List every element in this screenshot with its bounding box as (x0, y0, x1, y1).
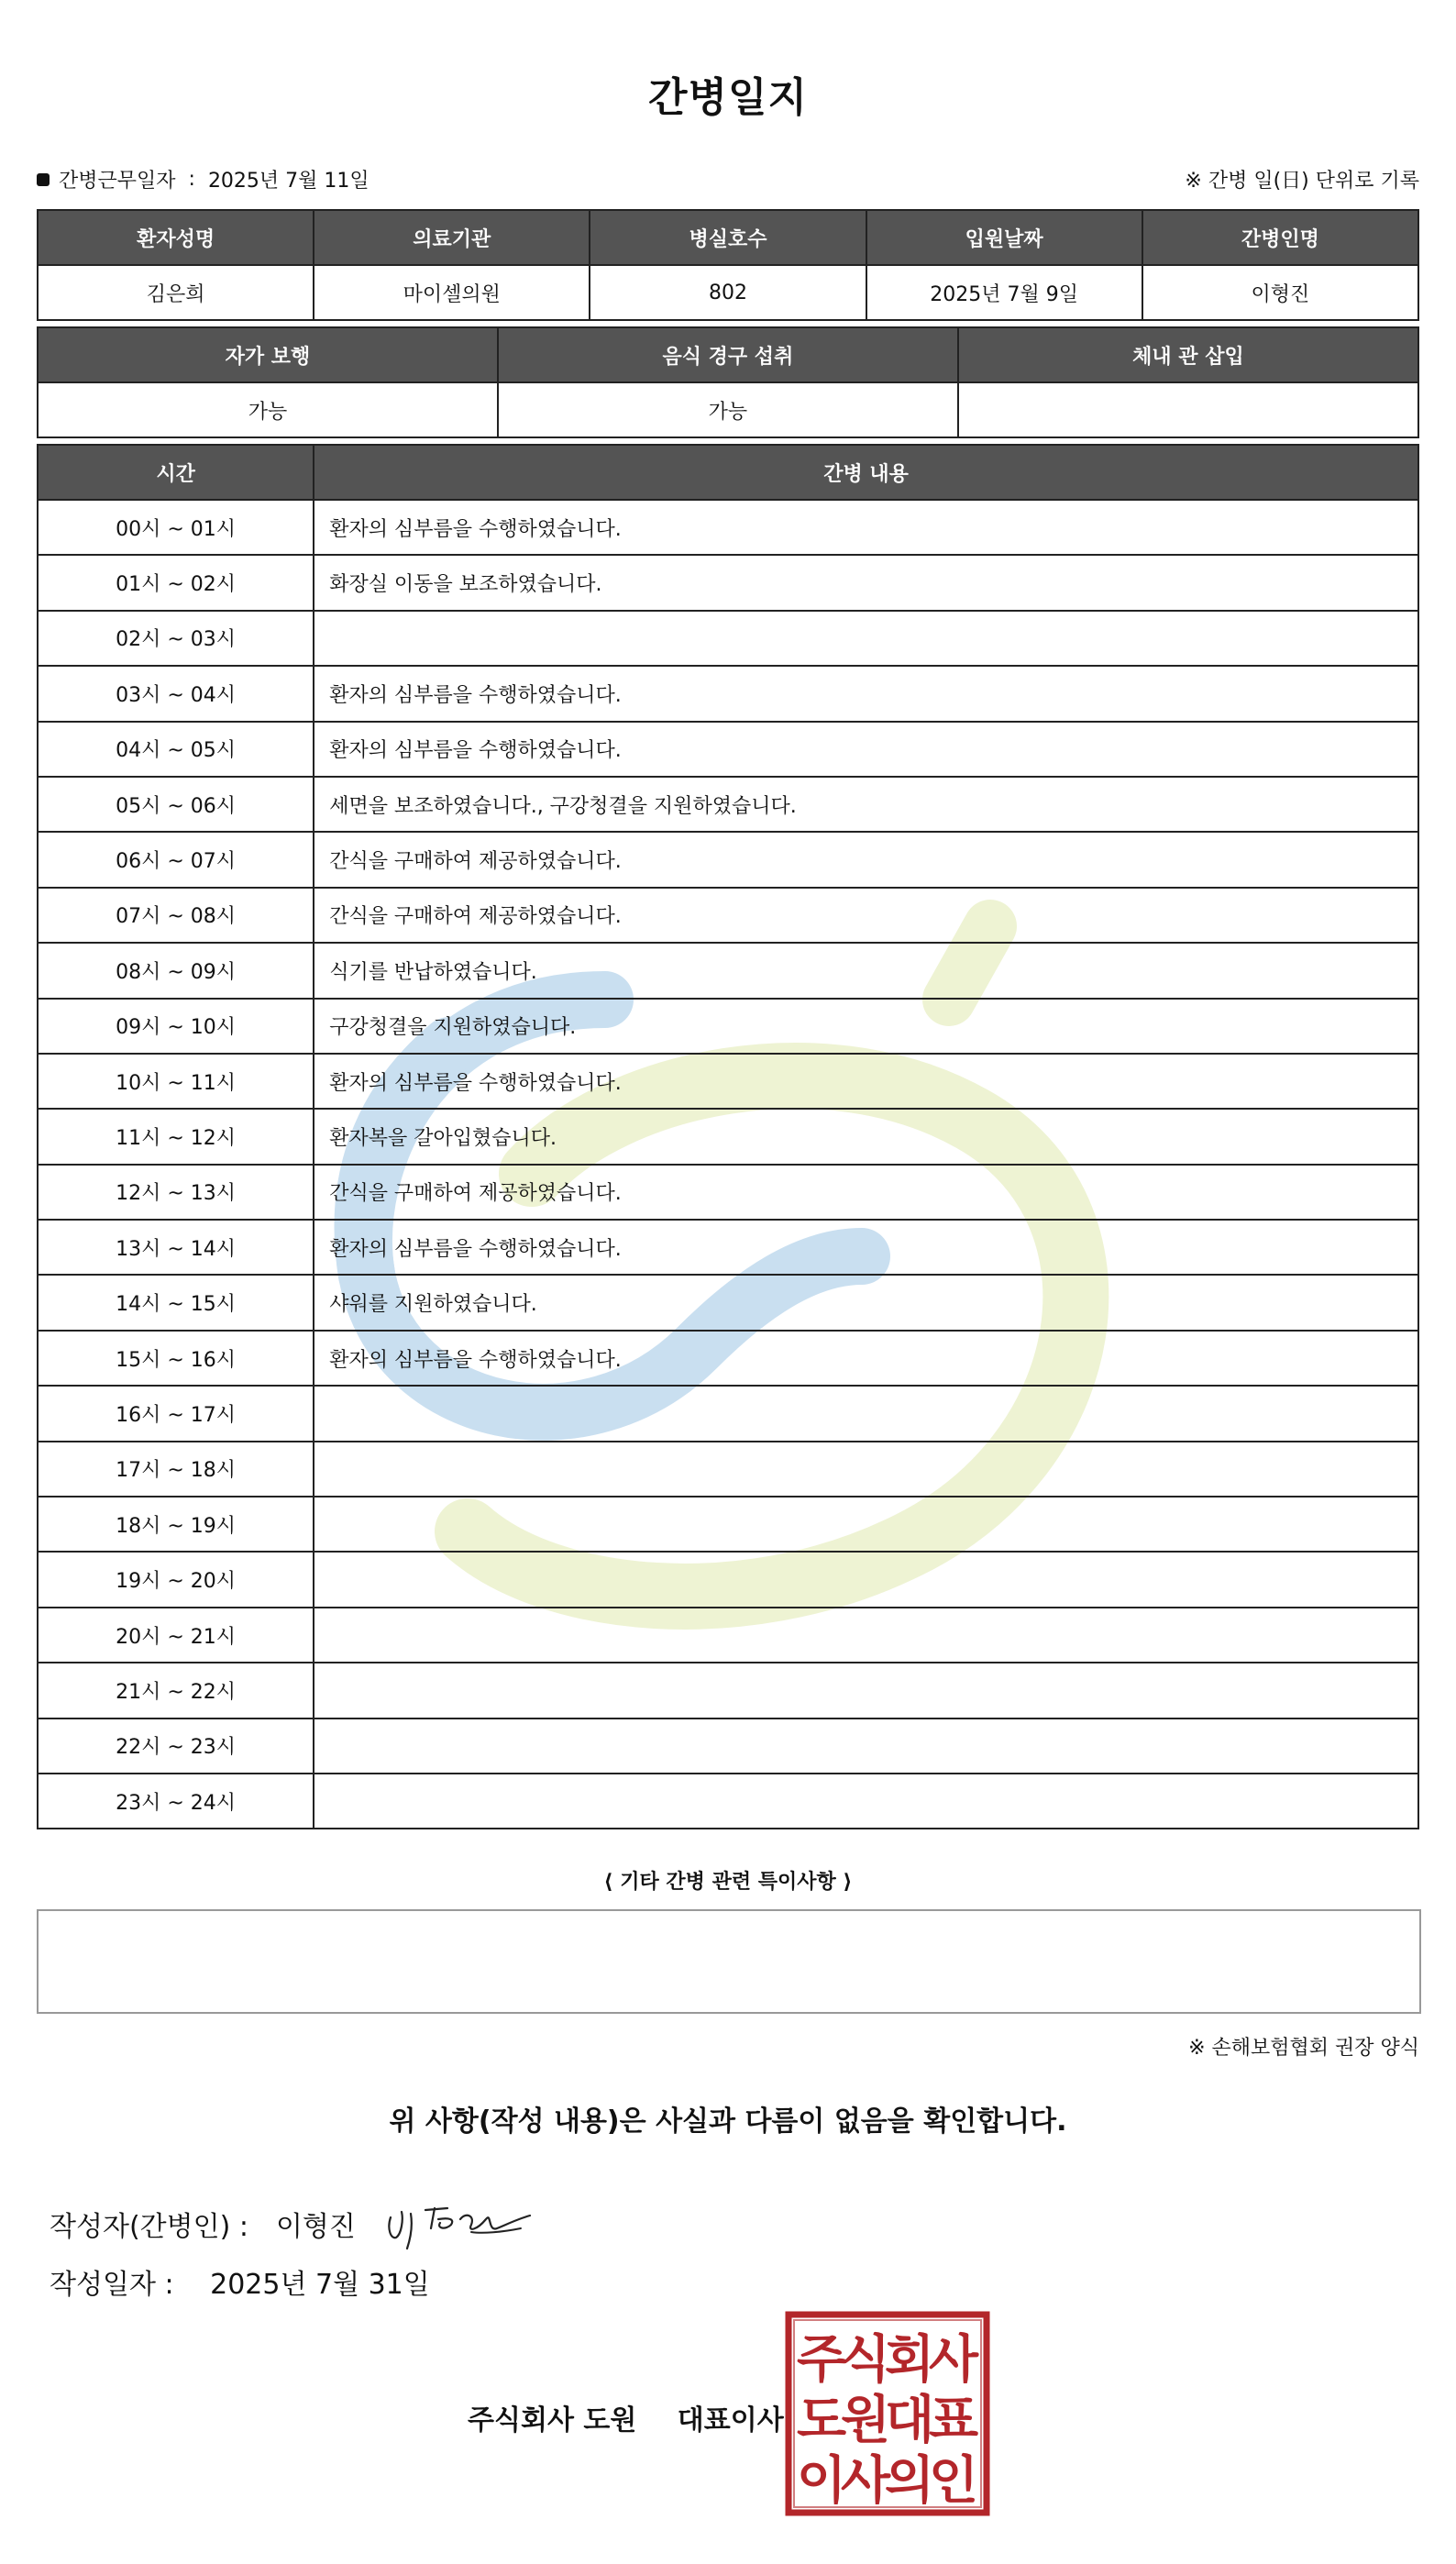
header-self-walking: 자가 보행 (38, 327, 498, 382)
svg-text:표: 표 (928, 2391, 979, 2450)
written-date-row (50, 2261, 430, 2302)
svg-text:원: 원 (840, 2391, 891, 2450)
care-content-cell (314, 1719, 1418, 1774)
table-row (38, 722, 1418, 777)
confirmation-statement: 위 사항(작성 내용)은 사실과 다름이 없음을 확인합니다. (389, 2105, 1067, 2138)
table-row (38, 999, 1418, 1054)
time-slot-cell: 11시 ~ 12시 (38, 1109, 314, 1164)
time-slot-cell: 23시 ~ 24시 (38, 1774, 314, 1829)
table-row (38, 1275, 1418, 1330)
care-content-cell: 환자의 심부름을 수행하였습니다. (314, 500, 1418, 555)
form-source-note: ※ 손해보험협회 권장 양식 (1188, 2037, 1419, 2060)
header-admission-date: 입원날짜 (866, 210, 1142, 265)
care-content-cell: 환자의 심부름을 수행하였습니다. (314, 722, 1418, 777)
table-row (38, 1442, 1418, 1497)
time-slot-cell: 13시 ~ 14시 (38, 1220, 314, 1275)
header-care-content: 간병 내용 (314, 445, 1418, 500)
table-row (38, 1331, 1418, 1386)
time-slot-cell: 04시 ~ 05시 (38, 722, 314, 777)
company-name: 주식회사 도원 (468, 2404, 637, 2437)
care-content-cell: 환자의 심부름을 수행하였습니다. (314, 666, 1418, 721)
table-row (38, 1497, 1418, 1552)
care-content-cell: 간식을 구매하여 제공하였습니다. (314, 832, 1418, 887)
table-row (38, 777, 1418, 832)
time-slot-cell: 10시 ~ 11시 (38, 1054, 314, 1109)
care-log-table (37, 444, 1419, 1829)
table-row (38, 943, 1418, 998)
patient-name: 김은희 (38, 265, 314, 320)
caregiver-name: 이형진 (1142, 265, 1418, 320)
header-time: 시간 (38, 445, 314, 500)
care-content-cell: 환자복을 갈아입혔습니다. (314, 1109, 1418, 1164)
svg-text:인: 인 (928, 2451, 979, 2511)
table-row (38, 1054, 1418, 1109)
svg-text:이: 이 (796, 2451, 847, 2511)
time-slot-cell: 08시 ~ 09시 (38, 943, 314, 998)
care-content-cell (314, 1663, 1418, 1718)
table-row (38, 1386, 1418, 1441)
svg-text:도: 도 (796, 2391, 847, 2450)
table-row (38, 666, 1418, 721)
time-slot-cell: 16시 ~ 17시 (38, 1386, 314, 1441)
time-slot-cell: 06시 ~ 07시 (38, 832, 314, 887)
care-log-header-row (38, 445, 1418, 500)
table-row (38, 1719, 1418, 1774)
care-content-cell: 화장실 이동을 보조하였습니다. (314, 555, 1418, 610)
table-row (38, 1165, 1418, 1220)
care-content-cell (314, 1608, 1418, 1663)
table-row (38, 500, 1418, 555)
work-date-value: 2025년 7월 11일 (207, 170, 370, 193)
time-slot-cell: 12시 ~ 13시 (38, 1165, 314, 1220)
header-patient-name: 환자성명 (38, 210, 314, 265)
time-slot-cell: 05시 ~ 06시 (38, 777, 314, 832)
care-content-cell (314, 611, 1418, 666)
square-bullet-icon (37, 173, 50, 186)
care-content-cell: 환자의 심부름을 수행하였습니다. (314, 1331, 1418, 1386)
table-row (38, 1220, 1418, 1275)
time-slot-cell: 19시 ~ 20시 (38, 1552, 314, 1607)
oral-intake-value: 가능 (498, 382, 958, 437)
time-slot-cell: 14시 ~ 15시 (38, 1275, 314, 1330)
table-row (38, 1552, 1418, 1607)
company-seal-stamp (785, 2311, 990, 2516)
care-content-cell: 환자의 심부름을 수행하였습니다. (314, 1054, 1418, 1109)
written-date-value: 2025년 7월 31일 (210, 2269, 430, 2301)
table-row (38, 1608, 1418, 1663)
writer-name: 이형진 (275, 2211, 356, 2243)
writer-label: 작성자(간병인) : (50, 2211, 248, 2243)
time-slot-cell: 09시 ~ 10시 (38, 999, 314, 1054)
page-title: 간병일지 (647, 74, 808, 121)
header-room-number: 병실호수 (590, 210, 866, 265)
time-slot-cell: 03시 ~ 04시 (38, 666, 314, 721)
table-row (38, 555, 1418, 610)
table-row (38, 1663, 1418, 1718)
header-caregiver-name: 간병인명 (1142, 210, 1418, 265)
time-slot-cell: 00시 ~ 01시 (38, 500, 314, 555)
table-row (38, 888, 1418, 943)
patient-status-table (37, 326, 1419, 438)
patient-info-value-row (38, 265, 1418, 320)
care-content-cell: 환자의 심부름을 수행하였습니다. (314, 1220, 1418, 1275)
work-date-label: 간병근무일자 (59, 170, 176, 193)
admission-date: 2025년 7월 9일 (866, 265, 1142, 320)
care-content-cell: 샤워를 지원하였습니다. (314, 1275, 1418, 1330)
representative-title: 대표이사 (677, 2404, 784, 2437)
svg-text:사: 사 (928, 2330, 979, 2390)
work-date-separator: : (188, 168, 195, 191)
meta-row (37, 165, 1419, 198)
care-content-cell: 세면을 보조하였습니다., 구강청결을 지원하였습니다. (314, 777, 1418, 832)
work-date (37, 165, 370, 193)
header-oral-intake: 음식 경구 섭취 (498, 327, 958, 382)
care-content-cell (314, 1386, 1418, 1441)
care-content-cell: 간식을 구매하여 제공하였습니다. (314, 1165, 1418, 1220)
svg-text:의: 의 (884, 2451, 935, 2511)
svg-text:대: 대 (884, 2391, 935, 2450)
care-content-cell: 간식을 구매하여 제공하였습니다. (314, 888, 1418, 943)
patient-info-table (37, 209, 1419, 321)
patient-status-value-row (38, 382, 1418, 437)
care-content-cell (314, 1552, 1418, 1607)
remarks-box (37, 1909, 1421, 2014)
table-row (38, 832, 1418, 887)
tube-insertion-value (958, 382, 1418, 437)
time-slot-cell: 01시 ~ 02시 (38, 555, 314, 610)
care-content-cell (314, 1774, 1418, 1829)
time-slot-cell: 02시 ~ 03시 (38, 611, 314, 666)
svg-text:주: 주 (796, 2330, 847, 2390)
care-content-cell (314, 1442, 1418, 1497)
svg-text:사: 사 (840, 2451, 891, 2511)
company-signature-line (468, 2397, 784, 2437)
room-number: 802 (590, 265, 866, 320)
care-content-cell: 식기를 반납하였습니다. (314, 943, 1418, 998)
table-row (38, 611, 1418, 666)
svg-text:회: 회 (884, 2330, 935, 2390)
time-slot-cell: 22시 ~ 23시 (38, 1719, 314, 1774)
care-content-cell (314, 1497, 1418, 1552)
header-tube-insertion: 체내 관 삽입 (958, 327, 1418, 382)
handwritten-signature (383, 2192, 539, 2256)
time-slot-cell: 18시 ~ 19시 (38, 1497, 314, 1552)
time-slot-cell: 21시 ~ 22시 (38, 1663, 314, 1718)
written-date-label: 작성일자 : (50, 2269, 174, 2301)
self-walking-value: 가능 (38, 382, 498, 437)
patient-status-header-row (38, 327, 1418, 382)
table-row (38, 1774, 1418, 1829)
time-slot-cell: 17시 ~ 18시 (38, 1442, 314, 1497)
care-content-cell: 구강청결을 지원하였습니다. (314, 999, 1418, 1054)
hospital-name: 마이셀의원 (314, 265, 590, 320)
svg-text:식: 식 (840, 2330, 891, 2390)
time-slot-cell: 15시 ~ 16시 (38, 1331, 314, 1386)
writer-row (50, 2192, 539, 2256)
record-unit-note: ※ 간병 일(日) 단위로 기록 (1185, 170, 1419, 193)
time-slot-cell: 07시 ~ 08시 (38, 888, 314, 943)
header-hospital: 의료기관 (314, 210, 590, 265)
patient-info-header-row (38, 210, 1418, 265)
time-slot-cell: 20시 ~ 21시 (38, 1608, 314, 1663)
table-row (38, 1109, 1418, 1164)
remarks-title: ⟨ 기타 간병 관련 특이사항 ⟩ (603, 1871, 853, 1894)
